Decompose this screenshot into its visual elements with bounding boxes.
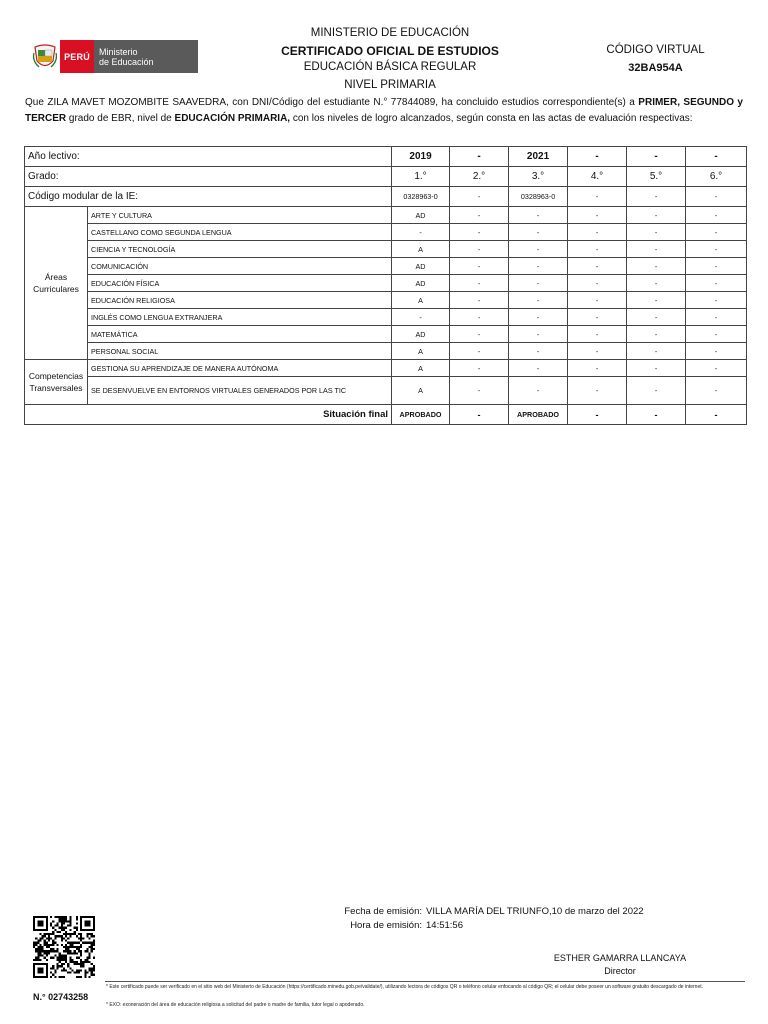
- emission-date-value: VILLA MARÍA DEL TRIUNFO,10 de marzo del 2022: [426, 906, 644, 917]
- competency-mark: -: [627, 377, 686, 405]
- education-level: NIVEL PRIMARIA: [344, 79, 436, 91]
- competency-mark: -: [509, 360, 568, 377]
- area-name: CASTELLANO COMO SEGUNDA LENGUA: [88, 224, 392, 241]
- education-type: EDUCACIÓN BÁSICA REGULAR: [303, 61, 477, 73]
- area-row: [25, 258, 747, 275]
- area-mark: AD: [392, 207, 450, 224]
- year-cell: -: [450, 147, 509, 167]
- area-row: [25, 275, 747, 292]
- area-row: [25, 241, 747, 258]
- competency-mark: A: [392, 377, 450, 405]
- area-mark: -: [686, 275, 747, 292]
- final-status-row: [25, 405, 747, 425]
- grade-cell: 6.°: [686, 167, 747, 187]
- grade-cell: 1.°: [392, 167, 450, 187]
- final-status-cell: APROBADO: [509, 405, 568, 425]
- area-mark: A: [392, 292, 450, 309]
- competency-mark: A: [392, 360, 450, 377]
- area-mark: -: [686, 326, 747, 343]
- area-row: [25, 343, 747, 360]
- area-mark: -: [392, 309, 450, 326]
- area-name: MATEMÁTICA: [88, 326, 392, 343]
- signer-role: Director: [604, 966, 636, 976]
- logo-ministry: [94, 40, 198, 73]
- area-name: EDUCACIÓN RELIGIOSA: [88, 292, 392, 309]
- area-mark: -: [509, 207, 568, 224]
- area-mark: -: [627, 275, 686, 292]
- area-mark: -: [568, 309, 627, 326]
- grade-cell: 5.°: [627, 167, 686, 187]
- grade-row: [25, 167, 747, 187]
- competency-mark: -: [509, 377, 568, 405]
- area-mark: -: [686, 224, 747, 241]
- ministry-title: MINISTERIO DE EDUCACIÓN: [310, 27, 470, 39]
- modular-code-cell: -: [450, 187, 509, 207]
- area-mark: -: [627, 326, 686, 343]
- certificate-number: N.° 02743258: [33, 992, 89, 1002]
- area-mark: -: [450, 326, 509, 343]
- exoneration-note: * EXO: exoneración del área de educación religiosa a solicitud del padre o madre de familia, tutor legal o apoderado.: [106, 1002, 365, 1008]
- intro-text-3: con los niveles de logro alcanzados, según consta en las actas de evaluación respectivas:: [290, 113, 693, 124]
- competency-mark: -: [686, 360, 747, 377]
- year-row: [25, 147, 747, 167]
- competency-mark: -: [627, 360, 686, 377]
- intro-level: EDUCACIÓN PRIMARIA,: [174, 113, 291, 124]
- area-mark: -: [627, 292, 686, 309]
- area-mark: -: [686, 309, 747, 326]
- coat-of-arms-icon: [30, 40, 60, 73]
- year-cell: 2021: [509, 147, 568, 167]
- emission-time-label: Hora de emisión:: [350, 920, 422, 931]
- modular-code-cell: -: [686, 187, 747, 207]
- footer-divider: [105, 981, 745, 982]
- year-label: Año lectivo:: [25, 147, 392, 167]
- grade-cell: 2.°: [450, 167, 509, 187]
- competency-row: [25, 377, 747, 405]
- area-mark: -: [450, 241, 509, 258]
- area-mark: -: [686, 258, 747, 275]
- competency-mark: -: [568, 377, 627, 405]
- modular-code-cell: 0328963-0: [392, 187, 450, 207]
- modular-code-row: [25, 187, 747, 207]
- area-mark: -: [509, 241, 568, 258]
- grade-cell: 4.°: [568, 167, 627, 187]
- area-name: CIENCIA Y TECNOLOGÍA: [88, 241, 392, 258]
- area-name: PERSONAL SOCIAL: [88, 343, 392, 360]
- final-status-cell: -: [686, 405, 747, 425]
- area-mark: -: [568, 258, 627, 275]
- verification-note: * Este certificado puede ser verificado en el sitio web del Ministerio de Educación (https://certificado.minedu.gob.pe/validate/), utilizando lectora de códigos QR o teléfono celular enfocando al código QR; el celular debe poseer un software gratuito descargado de internet.: [106, 984, 704, 990]
- modular-code-cell: -: [568, 187, 627, 207]
- area-mark: -: [509, 275, 568, 292]
- final-status-cell: -: [450, 405, 509, 425]
- competency-mark: -: [450, 377, 509, 405]
- area-mark: -: [686, 292, 747, 309]
- area-mark: -: [627, 343, 686, 360]
- logo-country: PERÚ: [60, 40, 94, 73]
- logo-ministry-line2: de Educación: [99, 57, 154, 67]
- area-mark: -: [627, 258, 686, 275]
- area-mark: -: [627, 309, 686, 326]
- area-mark: -: [568, 207, 627, 224]
- intro-paragraph: [25, 95, 743, 127]
- area-mark: -: [568, 275, 627, 292]
- emission-time: [336, 920, 463, 931]
- area-mark: -: [450, 343, 509, 360]
- area-mark: -: [450, 258, 509, 275]
- area-mark: -: [627, 224, 686, 241]
- area-mark: A: [392, 343, 450, 360]
- year-cell: 2019: [392, 147, 450, 167]
- intro-text-2: grado de EBR, nivel de: [66, 113, 175, 124]
- logo-ministry-line1: Ministerio: [99, 47, 138, 57]
- area-name: EDUCACIÓN FÍSICA: [88, 275, 392, 292]
- intro-text-1: Que ZILA MAVET MOZOMBITE SAAVEDRA, con DNI/Código del estudiante N.° 77844089, ha concluido estudios correspondiente(s) a: [25, 97, 639, 108]
- area-mark: -: [568, 224, 627, 241]
- area-mark: -: [450, 207, 509, 224]
- grade-cell: 3.°: [509, 167, 568, 187]
- signer-name: ESTHER GAMARRA LLANCAYA: [553, 953, 687, 963]
- area-row: [25, 326, 747, 343]
- area-name: COMUNICACIÓN: [88, 258, 392, 275]
- final-status-cell: -: [627, 405, 686, 425]
- area-mark: AD: [392, 275, 450, 292]
- modular-code-cell: -: [627, 187, 686, 207]
- area-group-label: Áreas Curriculares: [25, 207, 88, 360]
- year-cell: -: [568, 147, 627, 167]
- virtual-code-value: 32BA954A: [628, 62, 683, 74]
- area-mark: -: [686, 207, 747, 224]
- area-mark: -: [450, 292, 509, 309]
- area-mark: -: [627, 207, 686, 224]
- emission-date: [336, 906, 644, 917]
- area-name: INGLÉS COMO LENGUA EXTRANJERA: [88, 309, 392, 326]
- year-cell: -: [627, 147, 686, 167]
- qr-code: [33, 916, 95, 978]
- area-mark: -: [392, 224, 450, 241]
- final-status-cell: APROBADO: [392, 405, 450, 425]
- area-mark: -: [627, 241, 686, 258]
- final-status-label: Situación final: [25, 405, 392, 425]
- area-name: ARTE Y CULTURA: [88, 207, 392, 224]
- virtual-code-label: CÓDIGO VIRTUAL: [606, 44, 705, 56]
- area-mark: -: [450, 224, 509, 241]
- area-mark: A: [392, 241, 450, 258]
- competency-mark: -: [568, 360, 627, 377]
- area-mark: -: [509, 326, 568, 343]
- area-mark: -: [686, 343, 747, 360]
- competency-mark: -: [450, 360, 509, 377]
- emission-time-value: 14:51:56: [426, 920, 463, 931]
- competency-row: [25, 360, 747, 377]
- area-mark: -: [568, 292, 627, 309]
- area-mark: -: [509, 309, 568, 326]
- area-mark: AD: [392, 326, 450, 343]
- area-mark: AD: [392, 258, 450, 275]
- modular-code-label: Código modular de la IE:: [25, 187, 392, 207]
- grades-table: [24, 146, 747, 425]
- modular-code-cell: 0328963-0: [509, 187, 568, 207]
- area-row: [25, 224, 747, 241]
- area-mark: -: [568, 241, 627, 258]
- area-mark: -: [509, 292, 568, 309]
- competency-mark: -: [686, 377, 747, 405]
- final-status-cell: -: [568, 405, 627, 425]
- competency-name: SE DESENVUELVE EN ENTORNOS VIRTUALES GENERADOS POR LAS TIC: [88, 377, 392, 405]
- intro-grades: PRIMER, SEGUNDO y TERCER: [25, 97, 743, 124]
- certificate-title: CERTIFICADO OFICIAL DE ESTUDIOS: [281, 44, 499, 58]
- area-mark: -: [509, 258, 568, 275]
- area-mark: -: [509, 343, 568, 360]
- emission-date-label: Fecha de emisión:: [344, 906, 422, 917]
- year-cell: -: [686, 147, 747, 167]
- area-mark: -: [686, 241, 747, 258]
- area-mark: -: [568, 326, 627, 343]
- area-mark: -: [450, 309, 509, 326]
- competency-group-label: Competencias Transversales: [25, 360, 88, 405]
- area-row: [25, 292, 747, 309]
- area-mark: -: [568, 343, 627, 360]
- area-row: [25, 309, 747, 326]
- competency-name: GESTIONA SU APRENDIZAJE DE MANERA AUTÓNOMA: [88, 360, 392, 377]
- ministry-logo: [30, 40, 198, 73]
- area-mark: -: [450, 275, 509, 292]
- area-mark: -: [509, 224, 568, 241]
- area-row: [25, 207, 747, 224]
- grade-label: Grado:: [25, 167, 392, 187]
